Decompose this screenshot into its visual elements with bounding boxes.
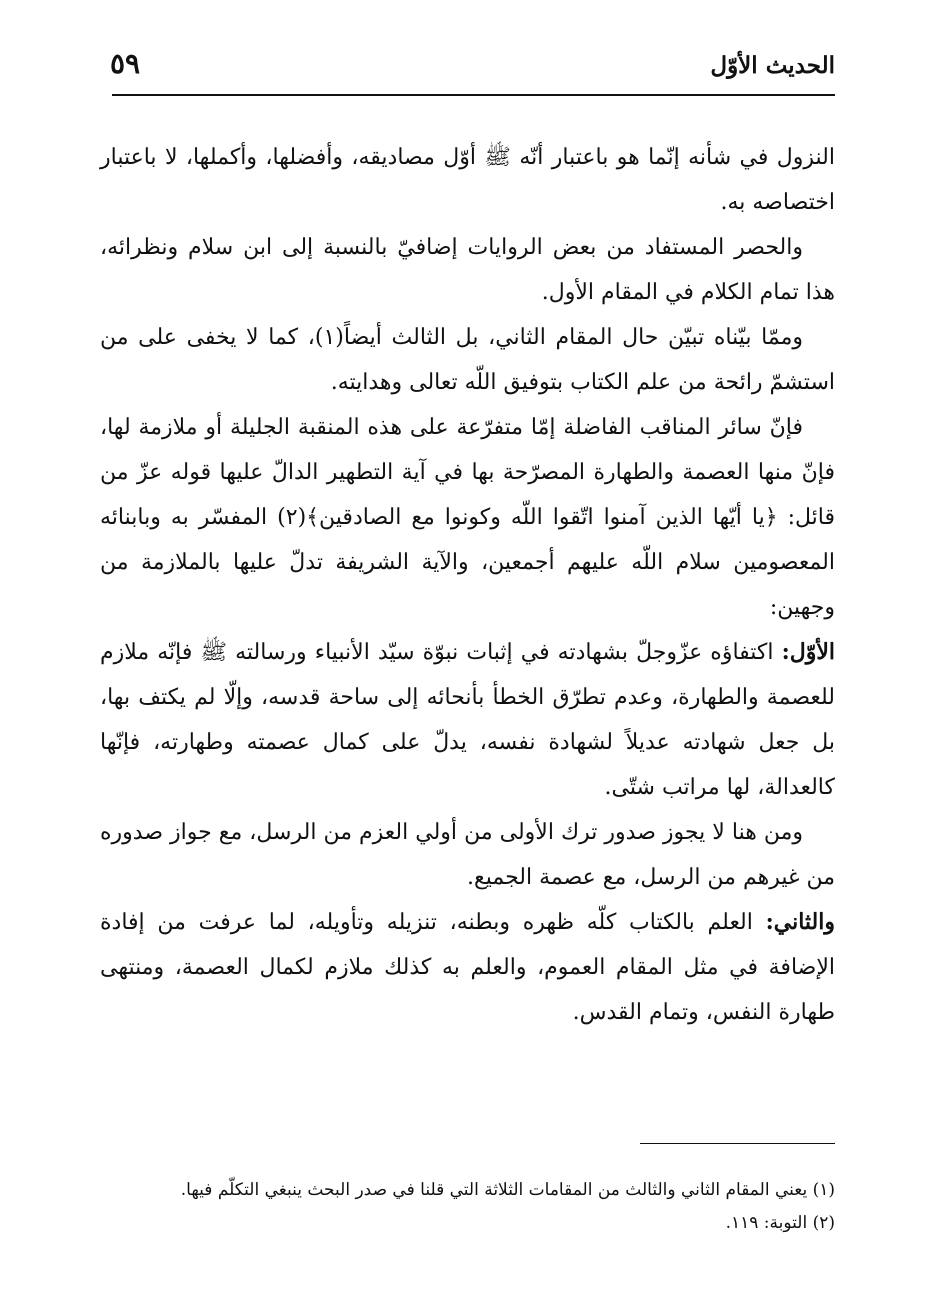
second-reason-text: العلم بالكتاب كلّه ظهره وبطنه، تنزيله وتأويله، لما عرفت من إفادة الإضافة في مثل المقام العموم، والعلم به كذلك ملازم لكمال العصمة، ومنتهى طهارة النفس، وتمام القدس. xyxy=(100,910,835,1025)
footnote-1: (١) يعني المقام الثاني والثالث من المقامات الثلاثة التي قلنا في صدر البحث ينبغي التكلّم فيها. xyxy=(180,1180,835,1200)
header-divider xyxy=(112,94,835,96)
page-header xyxy=(100,46,835,86)
first-reason-label: الأوّل: xyxy=(781,639,835,665)
paragraph-2: والحصر المستفاد من بعض الروايات إضافيّ بالنسبة إلى ابن سلام ونظرائه، هذا تمام الكلام في المقام الأول. xyxy=(100,235,835,305)
footnote-2: (٢) التوبة: ١١٩. xyxy=(725,1213,835,1233)
main-text xyxy=(100,135,835,1035)
footnotes xyxy=(100,1174,835,1240)
running-title: الحديث الأوّل xyxy=(710,52,835,79)
first-reason-text: اكتفاؤه عزّوجلّ بشهادته في إثبات نبوّة سيّد الأنبياء ورسالته ﷺ فإنّه ملازم للعصمة والطهارة، وعدم تطرّق الخطأ بأنحائه إلى ساحة قدسه، وإلّا لم يكتف بها، بل جعل شهادته عديلاً لشهادة نفسه، يدلّ على كمال عصمته وطهارته، فإنّها كالعدالة، لها مراتب شتّى. xyxy=(100,640,835,800)
second-reason-label: والثاني: xyxy=(765,909,835,935)
paragraph-7 xyxy=(100,900,835,1035)
page-number: ٥٩ xyxy=(110,47,141,80)
paragraph-5 xyxy=(100,630,835,810)
paragraph-3: وممّا بيّناه تبيّن حال المقام الثاني، بل الثالث أيضاً(١)، كما لا يخفى على من استشمّ رائحة من علم الكتاب بتوفيق اللّه تعالى وهدايته. xyxy=(100,325,835,395)
footnote-divider xyxy=(640,1143,835,1144)
paragraph-4: فإنّ سائر المناقب الفاضلة إمّا متفرّعة على هذه المنقبة الجليلة أو ملازمة لها، فإنّ منها العصمة والطهارة المصرّحة بها في آية التطهير الدالّ عليها قوله عزّ من قائل: ﴿يا أيّها الذين آمنوا اتّقوا اللّه وكونوا مع الصادقين﴾(٢) المفسّر به وبابنائه المعصومين سلام اللّه عليهم أجمعين، والآية الشريفة تدلّ عليها بالملازمة من وجهين: xyxy=(100,415,835,620)
paragraph-1: النزول في شأنه إنّما هو باعتبار أنّه ﷺ أوّل مصاديقه، وأفضلها، وأكملها، لا باعتبار اختصاصه به. xyxy=(100,145,835,215)
paragraph-6: ومن هنا لا يجوز صدور ترك الأولى من أولي العزم من الرسل، مع جواز صدوره من غيرهم من الرسل، مع عصمة الجميع. xyxy=(100,820,835,890)
